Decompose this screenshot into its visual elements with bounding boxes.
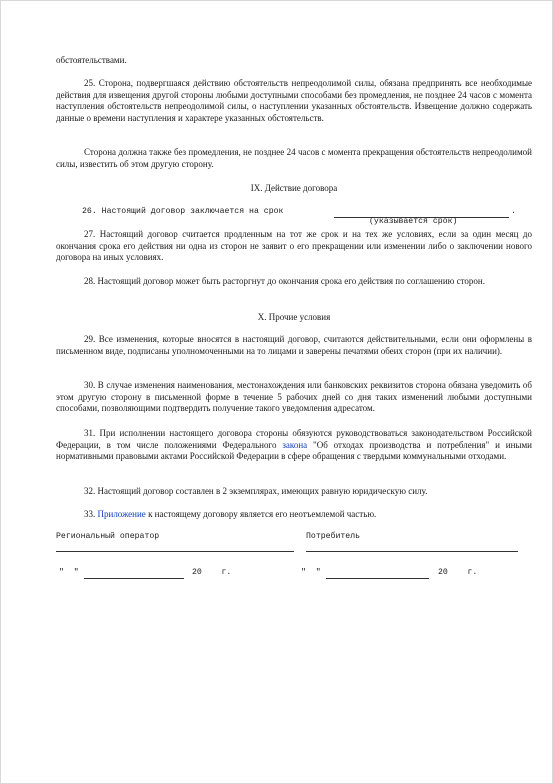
paragraph-30: 30. В случае изменения наименования, местонахождения или банковских реквизитов сторона обязана уведомить об этом другую сторону в письменной форме в течение 5 рабочих дней со дня таких изменений любыми доступными способами, позволяющими подтвердить получение такого уведомления адресатом. bbox=[56, 380, 532, 414]
paragraph-29: 29. Все изменения, которые вносятся в настоящий договор, считаются действительными, если они оформлены в письменном виде, подписаны уполномоченными на то лицами и заверены печатями обеих сторон (при их наличии). bbox=[56, 334, 532, 356]
date-consumer-line bbox=[326, 578, 429, 579]
paragraph-31-text-b: "Об отходах производства и потребления" и иными нормативными правовыми актами Российской Федерации в сфере обращения с твердыми коммунальными отходами. bbox=[56, 439, 532, 462]
paragraph-prev-end: обстоятельствами. bbox=[56, 55, 127, 65]
law-link[interactable]: закона bbox=[282, 439, 308, 450]
paragraph-26-period: . bbox=[511, 207, 516, 216]
date-operator-year: 20 г. bbox=[192, 568, 232, 577]
date-operator-line bbox=[84, 578, 184, 579]
paragraph-25: 25. Сторона, подвергшаяся действию обстоятельств непреодолимой силы, обязана предпринять все необходимые действия для извещения другой стороны любыми доступными способами без промедления, не позднее 24 часов с момента наступления обстоятельств непреодолимой силы, о наступлении указанных обстоятельств. Извещение должно содержать данные о времени наступления и характере указанных обстоятельств. bbox=[56, 78, 532, 123]
section-heading-10: X. Прочие условия bbox=[257, 312, 331, 322]
date-consumer-year: 20 г. bbox=[438, 568, 478, 577]
paragraph-28: 28. Настоящий договор может быть расторгнут до окончания срока его действия по соглашению сторон. bbox=[84, 276, 485, 286]
paragraph-32: 32. Настоящий договор составлен в 2 экземплярах, имеющих равную юридическую силу. bbox=[84, 486, 428, 496]
paragraph-31-text-a: 31. При исполнении настоящего договора стороны обязуются руководствоваться законодательством Российской Федерации, в том числе положениями Федерального bbox=[56, 428, 532, 450]
term-hint: (указывается срок) bbox=[369, 217, 458, 226]
signature-consumer-label: Потребитель bbox=[306, 532, 361, 541]
paragraph-25-continued: Сторона должна также без промедления, не позднее 24 часов с момента прекращения обстоятельств непреодолимой силы, известить об этом другую сторону. bbox=[56, 147, 532, 169]
paragraph-33-number: 33. bbox=[84, 509, 98, 519]
paragraph-33-text: к настоящему договору является его неотъемлемой частью. bbox=[145, 509, 377, 519]
signature-operator-line bbox=[56, 551, 294, 552]
date-consumer-quotes: " " bbox=[301, 568, 321, 577]
section-heading-9: IX. Действие договора bbox=[250, 183, 338, 193]
signature-operator-label: Региональный оператор bbox=[56, 532, 160, 541]
paragraph-33 bbox=[56, 509, 532, 521]
date-operator-quotes: " " bbox=[59, 568, 79, 577]
appendix-link[interactable]: Приложение bbox=[97, 509, 146, 519]
paragraph-31 bbox=[56, 428, 532, 463]
paragraph-26: 26. Настоящий договор заключается на срок bbox=[82, 207, 284, 216]
signature-consumer-line bbox=[306, 551, 518, 552]
paragraph-27: 27. Настоящий договор считается продленным на тот же срок и на тех же условиях, если за один месяц до окончания срока его действия ни одна из сторон не заявит о его прекращении или изменении либо о заключении нового договора на иных условиях. bbox=[56, 229, 532, 263]
